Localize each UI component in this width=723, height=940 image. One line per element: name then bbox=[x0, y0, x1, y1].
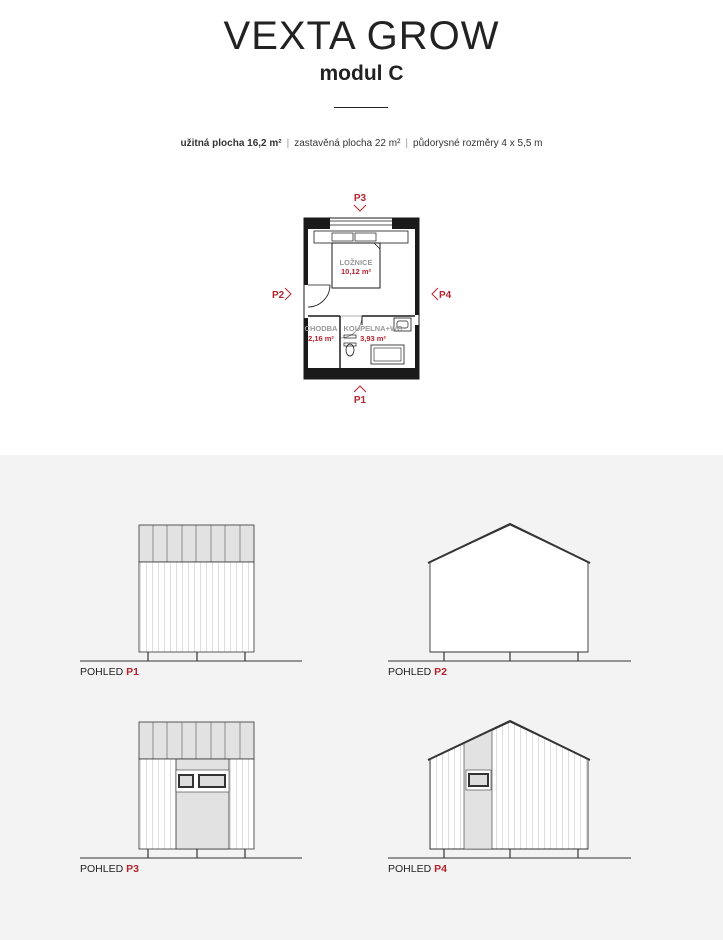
elevation-p1 bbox=[80, 515, 340, 665]
view-label-p4: POHLED P4 bbox=[388, 863, 447, 875]
room-area-loznice: 10,12 m² bbox=[340, 267, 372, 276]
marker-p1: P1 bbox=[353, 395, 367, 406]
built-area: zastavěná plocha 22 m² bbox=[294, 138, 401, 149]
marker-p2: P2 bbox=[272, 290, 285, 301]
marker-p3-arrow bbox=[354, 205, 366, 211]
view-label-p2: POHLED P2 bbox=[388, 666, 447, 678]
room-name-koupelna: KOUPELNA+WC bbox=[343, 324, 403, 333]
title-divider bbox=[334, 107, 388, 108]
page-title: VEXTA GROW bbox=[223, 14, 500, 58]
page-subtitle: modul C bbox=[319, 62, 404, 85]
elevation-p3 bbox=[80, 712, 340, 862]
marker-p3: P3 bbox=[353, 193, 367, 204]
specs-line: užitná plocha 16,2 m² | zastavěná plocha 22 m² | půdorysné rozměry 4 x 5,5 m bbox=[180, 138, 543, 149]
view-label-p1: POHLED P1 bbox=[80, 666, 139, 678]
marker-p4: P4 bbox=[439, 290, 452, 301]
room-area-chodba: 2,16 m² bbox=[308, 334, 334, 343]
dimensions: půdorysné rozměry 4 x 5,5 m bbox=[413, 138, 543, 149]
room-area-koupelna: 3,93 m² bbox=[360, 334, 386, 343]
floor-plan bbox=[250, 185, 480, 415]
room-name-chodba: CHODBA bbox=[304, 324, 338, 333]
room-name-loznice: LOŽNICE bbox=[339, 258, 373, 267]
marker-p4-arrow bbox=[432, 288, 438, 300]
elevation-p2 bbox=[388, 515, 648, 665]
elevation-p4 bbox=[388, 712, 648, 862]
view-label-p3: POHLED P3 bbox=[80, 863, 139, 875]
marker-p2-arrow bbox=[285, 288, 291, 300]
building-walls bbox=[304, 218, 419, 379]
usable-area: užitná plocha 16,2 m² bbox=[180, 138, 282, 149]
entrance-door bbox=[308, 285, 330, 307]
marker-p1-arrow bbox=[354, 386, 366, 392]
